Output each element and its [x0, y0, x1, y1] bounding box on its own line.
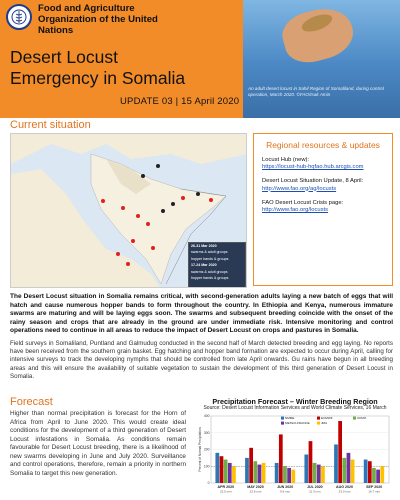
photo-caption: An adult desert locust in Sahil Region of Somaliland, during control operation, March 2020. ©FAO/Isak Amin — [248, 86, 384, 97]
legend-item: swarms & adult groups — [191, 269, 228, 274]
map-marker — [121, 206, 125, 210]
legend-period2: 17-24 Mar 2020 — [191, 263, 217, 268]
chart-bar — [342, 458, 346, 483]
precipitation-chart — [197, 412, 393, 497]
page-title: Desert Locust Emergency in Somalia — [10, 47, 186, 88]
chart-bar — [321, 466, 325, 483]
legend-swatch — [353, 417, 356, 420]
map-marker — [141, 174, 145, 178]
x-tick-sublabel: 22.5 mm — [219, 489, 232, 494]
locust-hub-link[interactable]: https://locust-hub-hqfao.hub.arcgis.com — [262, 164, 364, 171]
legend-label: ECMWF — [321, 416, 333, 420]
map-marker — [209, 198, 213, 202]
x-tick-sublabel: 9.6 mm — [280, 489, 291, 494]
legend-label: JMA — [321, 421, 328, 425]
chart-bar — [351, 460, 355, 483]
legend-item: hopper bands & groups — [191, 276, 229, 281]
chart-bar — [224, 460, 228, 483]
legend-period1: 26-31 Mar 2020 — [191, 244, 217, 248]
chart-bar — [287, 468, 291, 483]
legend-item: swarms & adult groups — [191, 250, 228, 255]
legend-label: UKMO — [357, 416, 367, 420]
x-tick-sublabel: 22.6 mm — [249, 489, 262, 494]
map-marker — [101, 199, 105, 203]
chart-subtitle: Source: Desert Locust Information Services and World Climate Services, 16 March — [203, 405, 387, 411]
y-tick-label: 100 — [203, 464, 210, 469]
update-label: UPDATE 03 | 15 April 2020 — [120, 96, 240, 107]
legend-swatch — [281, 417, 284, 420]
map-marker — [196, 192, 200, 196]
chart-bar — [258, 465, 262, 483]
map-marker — [131, 239, 135, 243]
sidebar-title: Regional resources & updates — [266, 140, 380, 150]
chart-bar — [317, 465, 321, 483]
chart-bar — [245, 458, 249, 483]
x-tick-label: APR 2020 — [217, 485, 235, 489]
chart-bar — [313, 463, 317, 483]
legend-label: NMME — [285, 416, 295, 420]
sidebar-item-label: Locust Hub (new): — [262, 157, 310, 163]
x-tick-label: SEP 2020 — [366, 485, 383, 489]
chart-bar — [309, 441, 313, 483]
chart-bar — [347, 453, 351, 483]
y-tick-label: 0 — [207, 481, 210, 486]
chart-bar — [364, 460, 368, 483]
chart-bar — [228, 463, 232, 483]
y-axis-label: Percent of Normal Precipitation — [198, 427, 202, 472]
crisis-page-link[interactable]: http://www.fao.org/locusts — [262, 207, 329, 214]
chart-bar — [372, 468, 376, 483]
map-marker — [146, 222, 150, 226]
y-tick-label: 200 — [203, 447, 210, 452]
chart-bar — [283, 466, 287, 483]
map-marker — [116, 252, 120, 256]
sidebar-item-label: FAO Desert Locust Crisis page: — [262, 199, 344, 206]
situation-map — [10, 133, 247, 288]
current-situation-title: Current situation — [10, 119, 91, 131]
chart-bar — [380, 466, 384, 483]
chart-bar — [304, 455, 308, 483]
x-tick-label: JUL 2020 — [306, 485, 323, 489]
map-marker — [151, 246, 155, 250]
sidebar-item-label: Desert Locust Situation Update, 8 April: — [262, 178, 364, 185]
y-tick-label: 400 — [203, 414, 210, 419]
chart-bar — [338, 421, 342, 483]
x-tick-sublabel: 11.3 mm — [309, 489, 321, 494]
summary-paragraph: The Desert Locust situation in Somalia remains critical, with second-generation adults laying a new batch of eggs that will hatch and cause numerous hopper bands to form throughout the country. In Ethiopia and Kenya, numerous immature swarms are maturing and will be laying eggs soon. The swarms and subsequent breeding coincide with the onset of the rainy season and crops that are already in the ground are under immediate risk. Intensive monitoring and control operations need to continue in all areas to reduce the impact of Desert Locust on crops and pastures in Somalia. — [10, 293, 393, 334]
map-marker — [126, 262, 130, 266]
x-tick-sublabel: 23.0 mm — [338, 489, 351, 494]
chart-bar — [215, 453, 219, 483]
map-marker — [161, 209, 165, 213]
chart-bar — [249, 448, 253, 483]
resources-sidebar — [253, 133, 393, 286]
x-tick-sublabel: 16.7 mm — [368, 489, 381, 494]
map-legend — [188, 242, 246, 288]
legend-swatch — [317, 422, 320, 425]
chart-title: Precipitation Forecast – Winter Breeding Region — [212, 397, 378, 406]
map-marker — [136, 214, 140, 218]
legend-item: hopper bands & groups — [191, 256, 229, 261]
chart-bar — [291, 470, 295, 483]
legend-swatch — [281, 422, 284, 425]
y-tick-label: 300 — [203, 430, 210, 435]
chart-bar — [368, 461, 372, 483]
chart-bar — [220, 456, 224, 483]
map-marker — [156, 164, 160, 168]
locust-photo — [243, 0, 400, 118]
x-tick-label: JUN 2020 — [277, 485, 294, 489]
forecast-paragraph: Higher than normal precipitation is forecast for the Horn of Africa from April to June 2020. This would create ideal conditions for the development of a third generation of Desert Locust infestations in Somalia. As conditions remain favourable for Desert Locust breeding, there is a likelihood of new swarms developing in June and July 2020. Surveillance and control operations, therefore, remain a priority in northern Somalia to target this new generation. — [10, 410, 186, 477]
map-marker — [181, 196, 185, 200]
hand-shape — [278, 2, 359, 68]
chart-bar — [262, 463, 266, 483]
chart-bar — [232, 466, 236, 483]
chart-bar — [275, 463, 279, 483]
chart-bar — [279, 434, 283, 483]
x-tick-label: AUG 2020 — [336, 485, 353, 489]
org-name: Food and Agriculture Organization of the United Nations — [38, 3, 158, 36]
chart-bar — [253, 461, 257, 483]
fao-logo-icon — [6, 4, 32, 30]
x-tick-label: MAY 2020 — [247, 485, 264, 489]
chart-bar — [376, 470, 380, 483]
chart-bar — [334, 444, 338, 483]
field-surveys-paragraph: Field surveys in Somaliland, Puntland and Galmudug conducted in the second half of March detected breeding and egg laying. No reports have been received from the southern grain basket. Egg hatching and hopper band formation are expected to occur during April, calling for intensive surveys to track the developing nymphs that should be controlled from late April onwards. Gu rains have begun in all breeding areas and this will ensure the availability of suitable vegetation to sustain the development of this third generation of Desert Locust in Somalia. — [10, 340, 393, 380]
map-marker — [171, 202, 175, 206]
situation-update-link[interactable]: http://www.fao.org/ag/locusts — [262, 185, 337, 192]
legend-label: METEO-FRANCE — [285, 421, 310, 425]
forecast-title: Forecast — [10, 396, 53, 408]
legend-swatch — [317, 417, 320, 420]
